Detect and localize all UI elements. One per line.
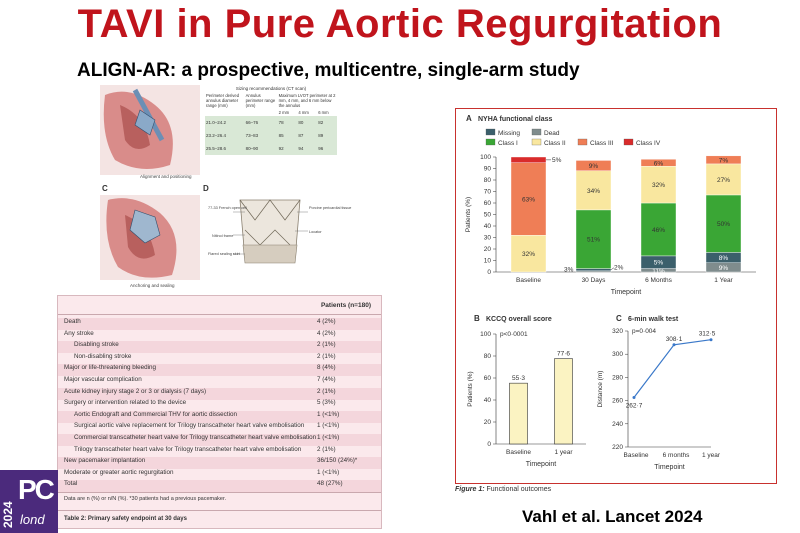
y-tick-label: 80 — [483, 177, 491, 184]
safety-row-value: 1 (<1%) — [317, 468, 340, 476]
data-label: 9% — [588, 163, 599, 171]
safety-row-value: 7 (4%) — [317, 376, 336, 383]
sizing-cell: 92 — [278, 142, 298, 155]
y-tick-label: 0 — [487, 441, 491, 448]
y-tick-label: 40 — [483, 397, 491, 404]
y-tick-label: 20 — [483, 419, 491, 426]
safety-row — [58, 411, 381, 423]
safety-row — [58, 480, 381, 492]
data-label: 55·3 — [511, 375, 526, 383]
x-tick-label: 1 Year — [714, 277, 733, 284]
walk-test-point — [633, 396, 636, 399]
panel-c-title: 6-min walk test — [628, 316, 679, 323]
x-axis-title: Timepoint — [525, 461, 557, 468]
safety-row — [58, 318, 381, 330]
sizing-cell: 85 — [278, 129, 298, 142]
safety-row — [64, 330, 375, 342]
y-tick-label: 60 — [483, 375, 491, 382]
legend-label: Class IV — [636, 140, 661, 147]
logo-brand: PC — [18, 474, 53, 505]
y-tick-label: 320 — [612, 328, 623, 335]
stacked-bar-segment — [576, 269, 611, 271]
legend-swatch — [486, 139, 495, 145]
safety-row-label: New pacemaker implantation — [64, 457, 146, 465]
panel-b-pvalue: p<0·0001 — [500, 331, 528, 338]
legend-swatch — [532, 139, 541, 145]
safety-row-value: 2 (1%) — [317, 341, 336, 349]
data-label: 2% — [614, 264, 624, 272]
data-label: 51% — [586, 236, 601, 244]
safety-endpoint-table — [57, 295, 382, 529]
kccq-bar — [555, 359, 573, 444]
y-axis-title: Patients (%) — [467, 371, 474, 407]
sizing-cell: 25.5–28.6 — [205, 142, 245, 155]
panel-c-heart-image — [100, 195, 200, 280]
safety-row-value: 2 (1%) — [317, 352, 336, 360]
y-tick-label: 30 — [483, 234, 491, 242]
logo-city: lond — [20, 512, 45, 527]
figure-caption: Figure 1: Functional outcomes — [455, 486, 552, 493]
data-label: 50% — [716, 221, 731, 229]
sizing-cell: 80–90 — [245, 142, 278, 155]
data-label: 9% — [718, 264, 729, 272]
y-tick-label: 240 — [612, 420, 623, 428]
safety-row — [58, 434, 381, 446]
safety-row-value: 8 (4%) — [317, 364, 336, 372]
sizing-cell: 94 — [297, 142, 317, 155]
sizing-cell: 80 — [297, 116, 317, 129]
sizing-cell: 21.0–24.2 — [205, 116, 245, 129]
legend-swatch — [624, 139, 633, 145]
panel-b-title: KCCQ overall score — [486, 316, 552, 323]
slide-title: TAVI in Pure Aortic Regurgitation — [77, 2, 723, 46]
legend-label: Missing — [498, 130, 521, 137]
safety-row-label: Trilogy transcatheter heart valve for Trilogy transcatheter heart valve embolisation — [74, 445, 302, 453]
safety-row-label: Death — [64, 318, 81, 325]
data-label: 312·5 — [698, 330, 716, 338]
sizing-cell: 78 — [278, 116, 298, 129]
x-tick-label: 6 months — [662, 452, 690, 459]
table-divider — [58, 314, 381, 315]
y-axis-title: Distance (m) — [597, 370, 604, 408]
safety-table-header: Patients (n=180) — [320, 302, 371, 309]
sizing-col1-header: Perimeter derived annulus diameter range (mm) — [206, 93, 240, 108]
kccq-bar — [510, 383, 528, 444]
safety-row — [64, 399, 375, 411]
data-label: 11% — [652, 267, 665, 275]
y-tick-label: 20 — [483, 246, 491, 253]
safety-row-value: 5 (3%) — [317, 399, 336, 407]
y-tick-label: 50 — [483, 211, 491, 219]
safety-row-value: 1 (<1%) — [317, 410, 340, 418]
data-label: 7% — [718, 157, 729, 165]
x-tick-label: 1 year — [701, 452, 721, 459]
sizing-cell: 87 — [297, 129, 317, 142]
sizing-cell: 96 — [317, 142, 337, 155]
y-tick-label: 80 — [483, 353, 491, 360]
safety-row — [64, 422, 375, 434]
sizing-cell: 23.2–26.4 — [205, 129, 245, 142]
y-tick-label: 280 — [612, 374, 623, 382]
sizing-sub-header: 6 mm — [318, 110, 329, 115]
safety-row — [64, 353, 375, 365]
y-tick-label: 40 — [483, 223, 491, 230]
sizing-sub-header: 2 mm — [278, 110, 290, 115]
y-tick-label: 60 — [483, 200, 491, 207]
sizing-table — [205, 86, 337, 174]
safety-row-value: 1 (<1%) — [317, 422, 340, 430]
legend-label: Class II — [544, 140, 566, 147]
safety-row-label: Moderate or greater aortic regurgitation — [64, 468, 174, 476]
data-label: 3% — [564, 266, 574, 274]
safety-row-value: 4 (2%) — [317, 329, 336, 337]
data-label: 5% — [653, 259, 664, 267]
walk-test-line — [634, 340, 711, 398]
safety-row-value: 1 (<1%) — [317, 434, 340, 441]
sizing-cell: 66–76 — [245, 116, 278, 129]
safety-table-caption: Table 2: Primary safety endpoint at 30 days — [64, 516, 187, 522]
data-label: 32% — [521, 251, 536, 259]
safety-row — [58, 388, 381, 400]
y-tick-label: 100 — [480, 331, 491, 338]
safety-row-label: Any stroke — [64, 329, 94, 337]
sizing-cell: 82 — [317, 116, 337, 129]
walk-test-point — [710, 338, 713, 341]
sizing-row — [205, 116, 337, 129]
y-tick-label: 300 — [612, 351, 623, 359]
safety-row-value: 2 (1%) — [317, 445, 336, 453]
safety-row-label: Acute kidney injury stage 2 or 3 or dialysis (7 days) — [64, 387, 207, 395]
slide-subtitle: ALIGN-AR: a prospective, multicentre, single-arm study — [77, 60, 580, 81]
functional-outcomes-figure — [455, 108, 777, 484]
legend-swatch — [532, 129, 541, 135]
panel-b-letter: B — [474, 314, 480, 323]
sizing-caption: Sizing recommendations (CT scan) — [235, 86, 307, 91]
safety-row-label: Total — [64, 480, 78, 488]
table-divider — [58, 492, 381, 493]
safety-row-label: Surgery or intervention related to the device — [64, 399, 187, 407]
reference-citation: Vahl et al. Lancet 2024 — [522, 507, 703, 526]
x-tick-label: 1 year — [554, 449, 573, 456]
x-tick-label: Baseline — [623, 452, 649, 459]
sizing-row — [205, 142, 337, 155]
safety-row — [58, 341, 381, 353]
safety-row-label: Commercial transcatheter heart valve for Trilogy transcatheter heart valve embolisation — [74, 434, 317, 441]
data-label: 77·6 — [556, 350, 571, 358]
y-tick-label: 260 — [612, 397, 623, 405]
data-label: 8% — [718, 255, 729, 263]
outcomes-charts — [456, 109, 776, 483]
panel-a-heart-image — [100, 85, 200, 175]
safety-row-value: 48 (27%) — [317, 480, 343, 488]
data-label: 32% — [651, 182, 666, 190]
label-flared-skirt: Flared sealing skirt — [208, 252, 240, 256]
legend-swatch — [486, 129, 495, 135]
x-tick-label: 30 Days — [581, 277, 606, 284]
data-label: 6% — [653, 160, 664, 168]
safety-row-value: 36/150 (24%)* — [317, 457, 358, 465]
data-label: 34% — [586, 187, 601, 195]
data-label: 63% — [521, 196, 536, 204]
panel-a-caption: Alignment and positioning — [140, 174, 192, 179]
y-tick-label: 100 — [480, 154, 491, 161]
y-tick-label: 0 — [487, 269, 491, 276]
safety-table-note: Data are n (%) or n/N (%). *30 patients had a previous pacemaker. — [64, 496, 227, 502]
svg-text:2024: 2024 — [1, 501, 15, 528]
panel-a-title: NYHA functional class — [478, 116, 553, 123]
panel-a-letter: A — [466, 114, 472, 123]
stacked-bar-segment — [511, 157, 546, 163]
panel-d-letter: D — [203, 184, 209, 193]
safety-row — [58, 364, 381, 376]
x-tick-label: Baseline — [516, 277, 541, 284]
sizing-col2-header: Annulus perimeter range (mm) — [245, 93, 276, 108]
safety-row — [64, 446, 375, 458]
x-tick-label: 6 Months — [645, 277, 672, 284]
sizing-row — [205, 129, 337, 142]
x-axis-title: Timepoint — [610, 289, 642, 296]
y-tick-label: 70 — [483, 188, 491, 196]
legend-swatch — [578, 139, 587, 145]
y-axis-title: Patients (%) — [465, 196, 472, 233]
panel-c-pvalue: p=0·004 — [632, 328, 657, 335]
y-tick-label: 90 — [483, 165, 491, 173]
safety-row-label: Disabling stroke — [74, 341, 119, 349]
safety-row — [64, 376, 375, 388]
table-divider — [58, 510, 381, 511]
safety-row-value: 4 (2%) — [317, 318, 336, 325]
sizing-cell: 89 — [317, 129, 337, 142]
label-porcine-tissue: Porcine pericardial tissue — [309, 206, 352, 210]
safety-row-label: Major vascular complication — [64, 376, 142, 383]
safety-row-label: Surgical aortic valve replacement for Trilogy transcatheter heart valve embolisation — [74, 422, 305, 430]
data-label: 5% — [552, 156, 562, 164]
x-axis-title: Timepoint — [654, 464, 685, 471]
sizing-col3-header: Maximum LVOT perimeter at 2 mm, 4 mm, and 6 mm below the annulus — [278, 93, 336, 108]
y-tick-label: 220 — [612, 444, 623, 451]
pcr-london-logo — [0, 470, 58, 533]
data-label: 262·7 — [625, 402, 643, 410]
sizing-sub-header: 4 mm — [298, 110, 309, 115]
safety-row — [64, 469, 375, 481]
panel-c-letter: C — [616, 314, 622, 323]
data-label: 46% — [651, 226, 666, 234]
legend-label: Class I — [498, 140, 518, 147]
walk-test-point — [673, 343, 676, 346]
data-label: 308·1 — [665, 335, 683, 343]
label-nitinol-frame: Nitinol frame — [212, 234, 234, 238]
legend-label: Dead — [544, 130, 560, 137]
safety-row-label: Aortic Endograft and Commercial THV for aortic dissection — [74, 410, 237, 418]
y-tick-label: 10 — [483, 257, 491, 265]
data-label: 27% — [716, 176, 731, 184]
label-french-open-cell: 77-33 French open cell — [208, 206, 247, 210]
safety-row-value: 2 (1%) — [317, 387, 336, 395]
panel-c-letter: C — [102, 184, 108, 193]
sizing-cell: 73–83 — [245, 129, 278, 142]
legend-label: Class III — [590, 140, 614, 147]
safety-row — [58, 457, 381, 469]
panel-c-caption: Anchoring and sealing — [130, 283, 175, 288]
x-tick-label: Baseline — [506, 449, 531, 456]
safety-row-label: Non-disabling stroke — [74, 352, 132, 360]
safety-row-label: Major or life-threatening bleeding — [64, 364, 157, 372]
logo-year — [1, 474, 15, 530]
label-locator: Locator — [309, 230, 322, 234]
